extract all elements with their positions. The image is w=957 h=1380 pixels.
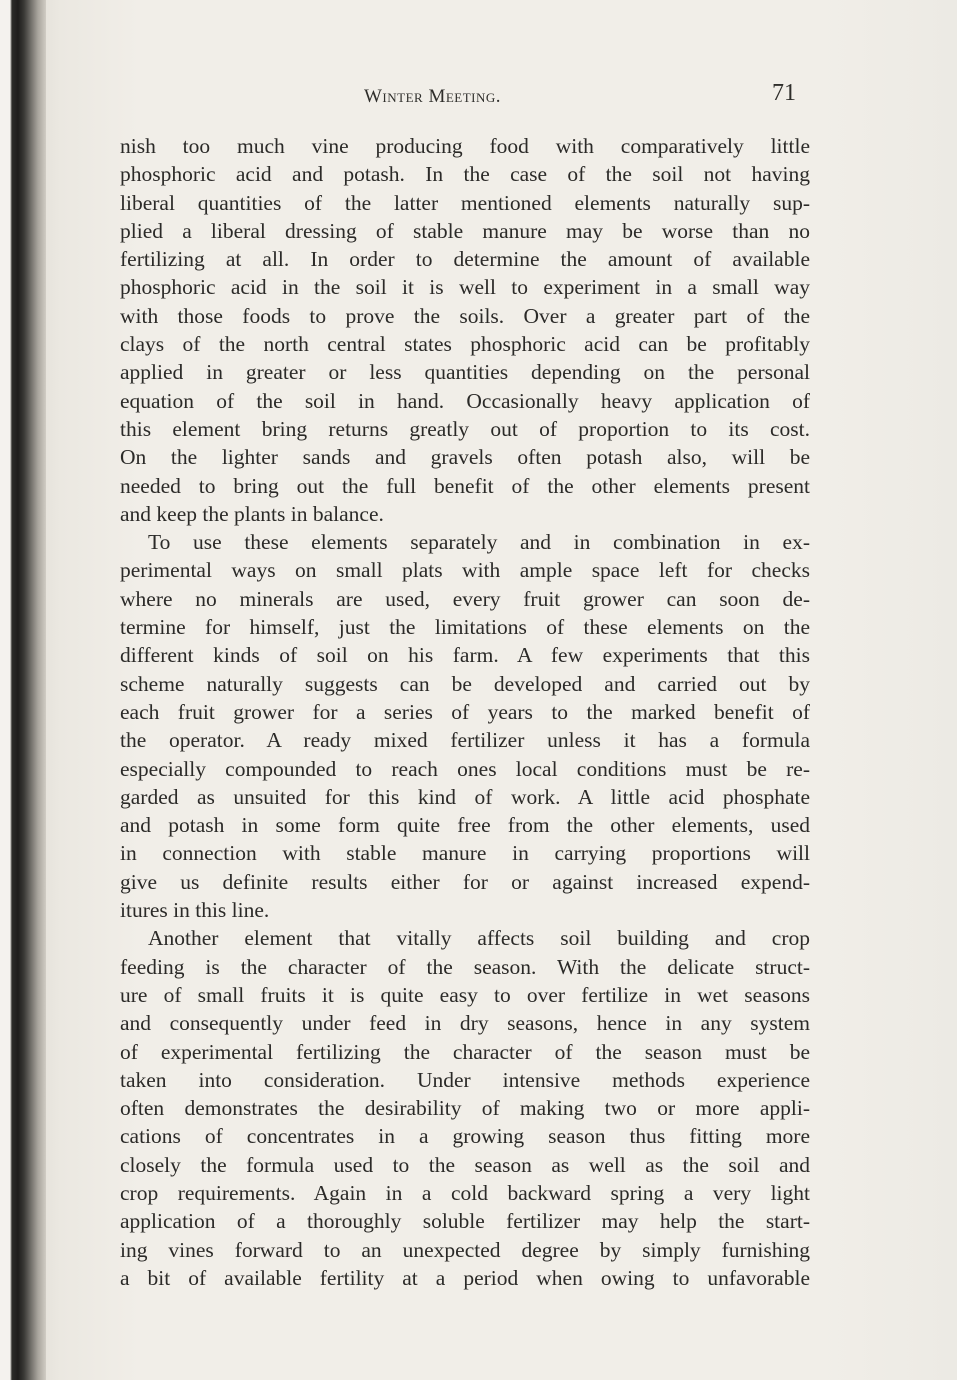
paragraph	[120, 528, 810, 924]
text-line: closely the formula used to the season as well as the soil and	[120, 1152, 810, 1177]
text-line: scheme naturally suggests can be developed and carried out by	[120, 671, 810, 696]
text-line: ing vines forward to an unexpected degree by simply furnishing	[120, 1237, 810, 1262]
text-line: of experimental fertilizing the character of the season must be	[120, 1039, 810, 1064]
text-line: application of a thoroughly soluble fertilizer may help the start-	[120, 1209, 810, 1234]
text-line: applied in greater or less quantities depending on the personal	[120, 360, 810, 385]
text-line: this element bring returns greatly out of proportion to its cost.	[120, 416, 810, 441]
text-line: perimental ways on small plats with ample space left for checks	[120, 558, 810, 583]
text-line: crop requirements. Again in a cold backward spring a very light	[120, 1180, 810, 1205]
text-line: often demonstrates the desirability of making two or more appli-	[120, 1096, 810, 1121]
text-line: feeding is the character of the season. With the delicate struct-	[120, 954, 810, 979]
running-title: Winter Meeting.	[364, 86, 502, 107]
text-line: garded as unsuited for this kind of work. A little acid phosphate	[120, 784, 810, 809]
text-line: where no minerals are used, every fruit grower can soon de-	[120, 586, 810, 611]
text-line: different kinds of soil on his farm. A few experiments that this	[120, 643, 810, 668]
text-line: ure of small fruits it is quite easy to over fertilize in wet seasons	[120, 982, 810, 1007]
page-header	[120, 78, 800, 114]
page-binding-edge	[0, 0, 46, 1380]
page-number: 71	[772, 80, 796, 106]
text-line: especially compounded to reach ones local conditions must be re-	[120, 756, 810, 781]
text-line: termine for himself, just the limitations of these elements on the	[120, 615, 810, 640]
text-line: and consequently under feed in dry seasons, hence in any system	[120, 1011, 810, 1036]
text-line: To use these elements separately and in combination in ex-	[148, 530, 810, 555]
body-text	[120, 132, 810, 1292]
text-line: clays of the north central states phosphoric acid can be profitably	[120, 332, 810, 357]
text-line: liberal quantities of the latter mentioned elements naturally sup-	[120, 190, 810, 215]
text-line: give us definite results either for or against increased expend-	[120, 869, 810, 894]
text-line: Another element that vitally affects soil building and crop	[148, 926, 810, 951]
text-line: each fruit grower for a series of years to the marked benefit of	[120, 699, 810, 724]
text-line: phosphoric acid in the soil it is well to experiment in a small way	[120, 275, 810, 300]
paragraph	[120, 132, 810, 528]
text-line: taken into consideration. Under intensive methods experience	[120, 1067, 810, 1092]
text-line: needed to bring out the full benefit of the other elements present	[120, 473, 810, 498]
text-line: and potash in some form quite free from the other elements, used	[120, 813, 810, 838]
paragraph	[120, 924, 810, 1292]
text-line: with those foods to prove the soils. Over a greater part of the	[120, 303, 810, 328]
text-line: fertilizing at all. In order to determine the amount of available	[120, 247, 810, 272]
text-line: cations of concentrates in a growing season thus fitting more	[120, 1124, 810, 1149]
text-line: and keep the plants in balance.	[120, 501, 384, 526]
text-line: the operator. A ready mixed fertilizer unless it has a formula	[120, 728, 810, 753]
text-line: nish too much vine producing food with comparatively little	[120, 134, 810, 158]
text-line: in connection with stable manure in carrying proportions will	[120, 841, 810, 866]
text-line: equation of the soil in hand. Occasionally heavy application of	[120, 388, 810, 413]
text-line: a bit of available fertility at a period when owing to unfavorable	[120, 1265, 810, 1290]
text-line: itures in this line.	[120, 898, 270, 923]
text-line: On the lighter sands and gravels often potash also, will be	[120, 445, 810, 470]
text-line: phosphoric acid and potash. In the case of the soil not having	[120, 162, 810, 187]
text-line: plied a liberal dressing of stable manure may be worse than no	[120, 218, 810, 243]
